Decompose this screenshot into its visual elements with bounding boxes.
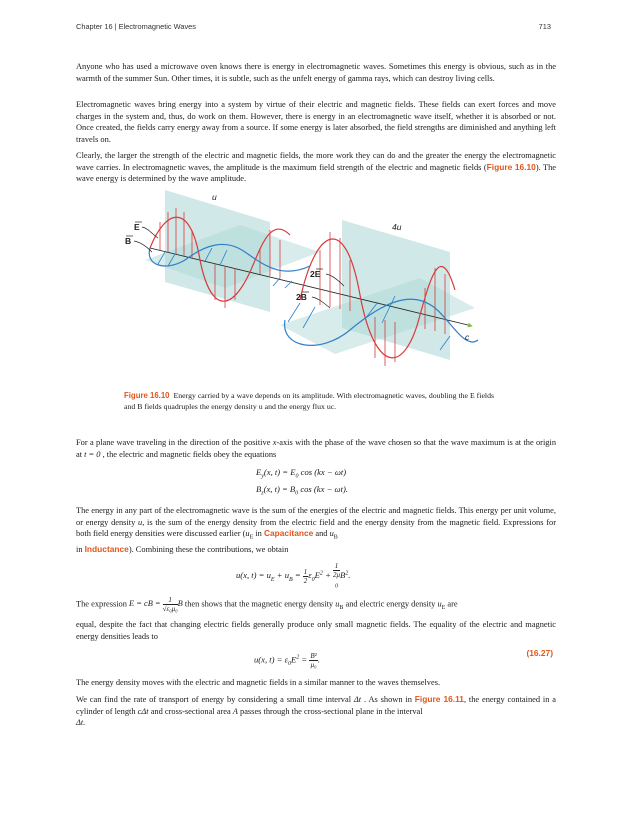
label-b: B	[125, 236, 132, 246]
label-e: E	[134, 222, 140, 232]
figure-16-10-link[interactable]: Figure 16.10	[486, 161, 536, 172]
equation-ey: $E_y(x$, $t) = E_0$ cos (kx − ωt)	[256, 467, 347, 480]
paragraph-9: We can find the rate of transport of energy by considering a small time interval Δt . As shown in Figure 16.11, the energy contained in a cylinder of length cΔt and cross-sectional area A passes through the cross-sectional plane in the interval Δt.	[76, 694, 556, 728]
figure-16-10	[120, 190, 480, 380]
capacitance-link[interactable]: Capacitance	[263, 528, 314, 539]
page-number: 713	[538, 22, 551, 31]
paragraph-8: The energy density moves with the electric and magnetic fields in a similar manner to the waves themselves.	[76, 678, 441, 687]
running-header: Chapter 16 | Electromagnetic Waves	[76, 22, 196, 31]
label-4u: 4u	[392, 222, 402, 232]
paragraph-4: For a plane wave traveling in the direction of the positive x-axis with the phase of the wave chosen so that the wave maximum is at the origin at t = 0 , the electric and magnetic fields obey the equations	[76, 438, 557, 459]
inductance-link[interactable]: Inductance	[84, 544, 129, 555]
figure-caption: Figure 16.10 Energy carried by a wave depends on its amplitude. With electromagnetic waves, doubling the E fields and B fields quadruples the energy density u and the energy flux uc.	[124, 391, 495, 411]
label-2e: 2E	[310, 269, 321, 279]
label-2b: 2B	[296, 292, 307, 302]
paragraph-6: The expression E = cB = $\frac{1}{\text{√ε₀μ₀}}$ B then shows that the magnetic energy density $u_B$ and electric energy density $u_E$ are	[76, 596, 458, 613]
label-u: u	[212, 192, 217, 202]
equation-energy-density: u(x, $t) = u_E + u_B$ = $\frac{1}{2}$ $\varepsilon_0E^2$ + 1 2μ $_0$ $B^2$.	[236, 562, 351, 590]
equation-16-27: u(x, $t) = \varepsilon_0E^2$ = $\frac{\text{B²}}{\text{μ₀}}$ .	[254, 652, 320, 669]
label-c: c	[465, 332, 470, 342]
figure-16-11-link[interactable]: Figure 16.11	[414, 694, 464, 704]
equation-number: (16.27)	[526, 648, 553, 658]
paragraph-7: equal, despite the fact that changing electric fields generally produce only small magnetic fields. The equality of the electric and magnetic energy densities leads to	[76, 620, 556, 641]
paragraph-1: Anyone who has used a microwave oven knows there is energy in electromagnetic waves. Sometimes this energy is obvious, such as in the warmth of the summer Sun. Other times, it is subtle, such as the unfelt energy of gamma rays, which can destroy living cells.	[76, 62, 556, 83]
paragraph-5: The energy in any part of the electromagnetic wave is the sum of the energies of the electric and magnetic fields. This energy per unit volume, or energy density u, is the sum of the energy density from the electric field and the energy density from the magnetic field. Expressions for both field energy densities were discussed earlier ($u_E$ in Capacitance and $u_B$ in Inductance). Combining these the contributions, we obtain	[76, 506, 556, 555]
paragraph-3: Clearly, the larger the strength of the electric and magnetic fields, the more work they can do and the greater the energy the electromagnetic wave carries. In electromagnetic waves, the amplitude is the maximum field strength of the electric and magnetic fields (Figure 16.10). The wave energy is determined by the wave amplitude.	[76, 151, 556, 184]
paragraph-2: Electromagnetic waves bring energy into a system by virtue of their electric and magnetic fields. These fields can exert forces and move charges in the system and, thus, do work on them. However, there is energy in an electromagnetic wave itself, whether it is absorbed or not. Once created, the fields carry energy away from a source. If some energy is later absorbed, the field strengths are diminished and anything left travels on.	[76, 100, 556, 144]
equation-bz: $B_z(x$, $t) = B_0$ cos (kx − ωt).	[256, 484, 348, 497]
